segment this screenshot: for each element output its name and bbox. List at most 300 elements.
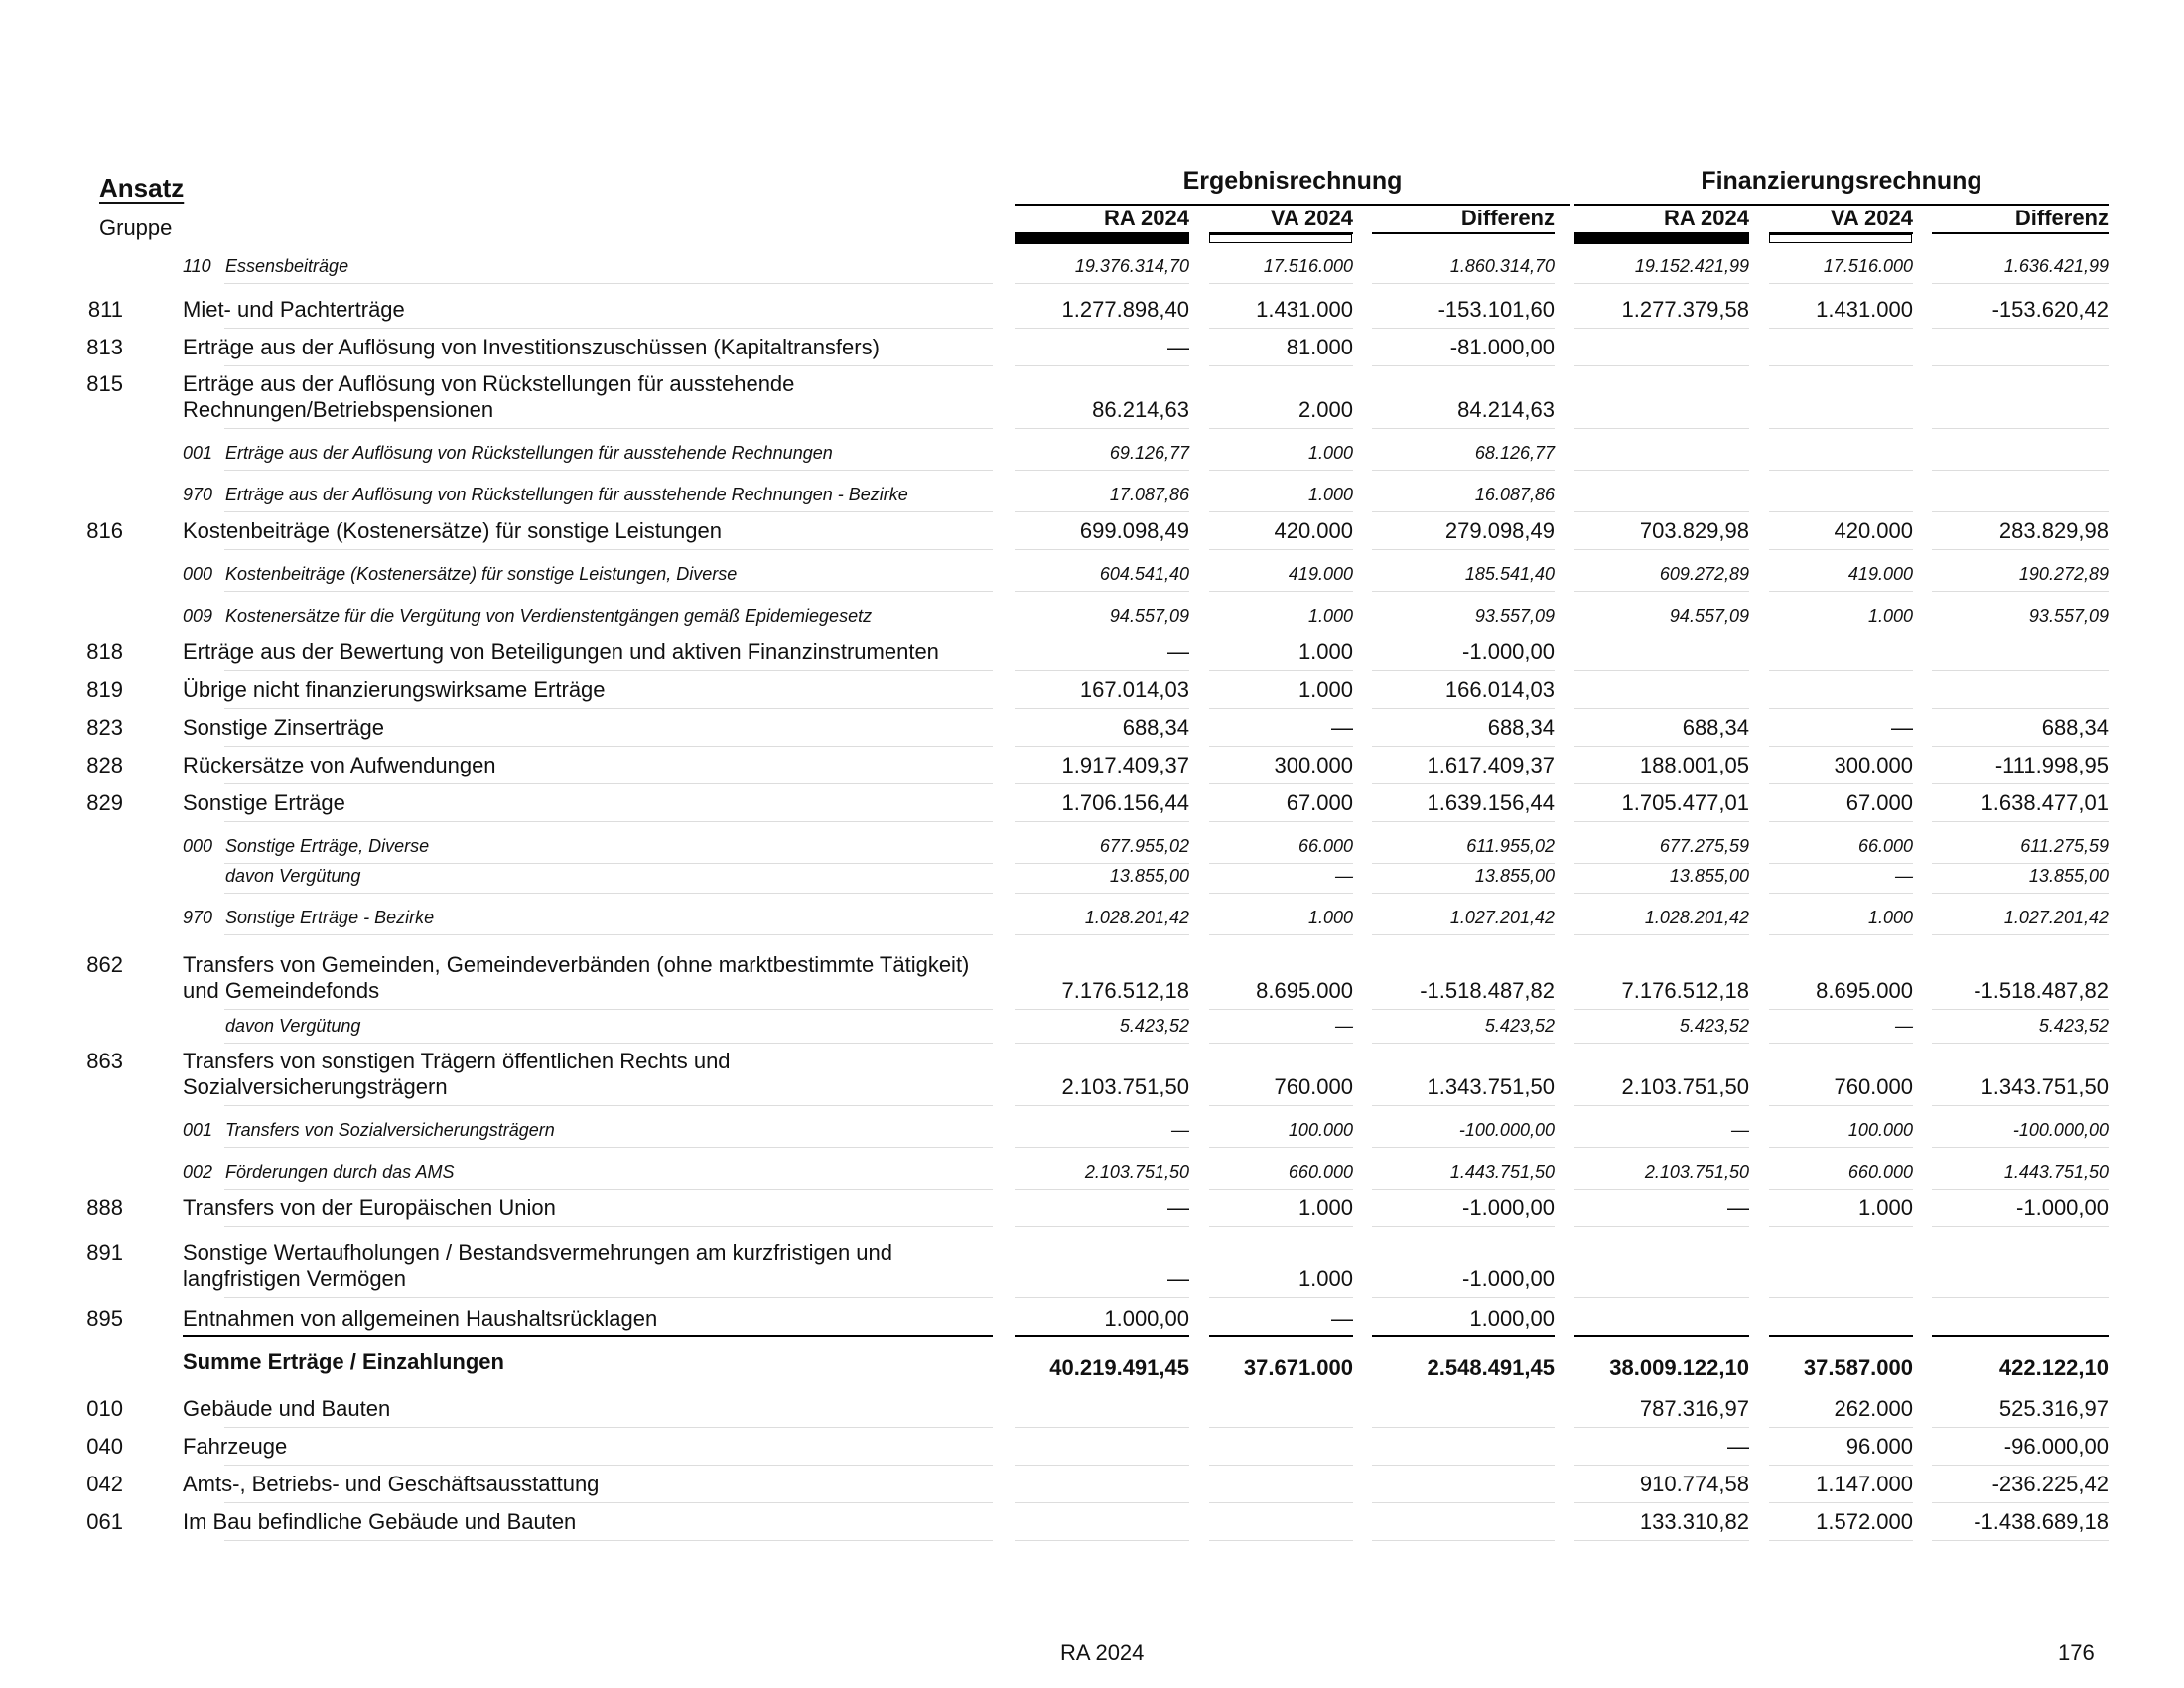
row-separator (224, 365, 993, 366)
row-separator (224, 1189, 993, 1190)
cell-value: 525.316,97 (1998, 1396, 2109, 1421)
cell-value: 1.000,00 (1104, 1306, 1189, 1331)
cell-value: — (1331, 715, 1353, 740)
cell-value: — (1895, 1016, 1913, 1036)
cell-separator (1372, 746, 1555, 747)
row-label: und Gemeindefonds (183, 978, 380, 1003)
row-separator (224, 511, 993, 512)
cell-separator (1209, 365, 1353, 366)
cell-separator (1574, 328, 1749, 329)
row-code: 000 (183, 564, 213, 584)
cell-value: 1.000 (1297, 1196, 1353, 1220)
cell-separator (1574, 670, 1749, 671)
cell-value: 7.176.512,18 (1061, 978, 1189, 1003)
cell-value: -1.000,00 (1462, 639, 1555, 664)
row-separator (224, 328, 993, 329)
cell-separator (1574, 1427, 1749, 1428)
cell-separator (1932, 1043, 2109, 1044)
cell-separator (1015, 1465, 1189, 1466)
cell-separator (1769, 893, 1913, 894)
cell-separator (1372, 783, 1555, 784)
cell-separator (1574, 1502, 1749, 1503)
row-separator (224, 1427, 993, 1428)
cell-separator (1015, 1189, 1189, 1190)
row-code: 828 (86, 753, 123, 777)
cell-separator (1209, 893, 1353, 894)
row-label: Transfers von der Europäischen Union (183, 1196, 556, 1220)
row-label: Sozialversicherungsträgern (183, 1074, 448, 1099)
cell-separator (1769, 1502, 1913, 1503)
cell-value: 7.176.512,18 (1621, 978, 1749, 1003)
cell-value: 420.000 (1274, 518, 1353, 543)
cell-value: -236.225,42 (1991, 1472, 2109, 1496)
cell-separator (1209, 328, 1353, 329)
cell-value: 67.000 (1286, 790, 1353, 815)
cell-separator (1932, 1009, 2109, 1010)
row-label: Amts-, Betriebs- und Geschäftsausstattung (183, 1472, 600, 1496)
cell-value: 1.000,00 (1469, 1306, 1555, 1331)
cell-value: 2.103.751,50 (1644, 1162, 1749, 1182)
cell-separator (1209, 821, 1353, 822)
column-header-6: Differenz (2014, 206, 2109, 230)
row-label: Transfers von sonstigen Trägern öffentlichen Rechts und (183, 1049, 731, 1073)
cell-value: 86.214,63 (1092, 397, 1189, 422)
cell-separator (1769, 328, 1913, 329)
cell-value: — (1167, 335, 1189, 359)
cell-value: 677.955,02 (1099, 836, 1189, 856)
row-label: Erträge aus der Auflösung von Rückstellungen für ausstehende Rechnungen (225, 443, 833, 463)
cell-separator (1574, 1147, 1749, 1148)
ergebnisrechnung-heading: Ergebnisrechnung (1182, 167, 1403, 195)
cell-separator (1574, 1043, 1749, 1044)
cell-separator (1574, 1189, 1749, 1190)
cell-separator (1932, 1226, 2109, 1227)
cell-value: 66.000 (1857, 836, 1913, 856)
cell-separator (1372, 1502, 1555, 1503)
cell-value: -96.000,00 (2003, 1434, 2109, 1459)
cell-separator (1372, 1226, 1555, 1227)
cell-value: 1.027.201,42 (2003, 908, 2109, 927)
cell-separator (1932, 428, 2109, 429)
cell-value: 760.000 (1274, 1074, 1353, 1099)
cell-value: — (1895, 866, 1913, 886)
row-label: Miet- und Pachterträge (183, 297, 405, 322)
cell-separator (1209, 1540, 1353, 1541)
cell-separator (1932, 1189, 2109, 1190)
cell-separator (1015, 934, 1189, 935)
cell-value: 1.431.000 (1256, 297, 1353, 322)
cell-separator (1372, 863, 1555, 864)
cell-separator (1574, 591, 1749, 592)
cell-separator (1372, 549, 1555, 550)
cell-separator (1015, 365, 1189, 366)
cell-value: 1.343.751,50 (1427, 1074, 1555, 1099)
gruppe-heading: Gruppe (99, 215, 173, 240)
cell-value: 611.955,02 (1466, 836, 1555, 856)
cell-value: 688,34 (1487, 715, 1555, 740)
cell-value: 17.516.000 (1823, 256, 1913, 276)
cell-value: 1.917.409,37 (1061, 753, 1189, 777)
cell-value: — (1731, 1120, 1749, 1140)
cell-separator (1015, 1427, 1189, 1428)
cell-separator (1209, 1226, 1353, 1227)
cell-separator (1769, 283, 1913, 284)
cell-value: 1.000 (1297, 677, 1353, 702)
cell-value: -1.518.487,82 (1420, 978, 1555, 1003)
cell-separator (1015, 549, 1189, 550)
cell-separator (1574, 783, 1749, 784)
cell-value: — (1335, 1016, 1353, 1036)
cell-value: 37.671.000 (1243, 1355, 1353, 1380)
cell-value: — (1727, 1196, 1749, 1220)
cell-separator (1574, 708, 1749, 709)
cell-separator (1015, 591, 1189, 592)
row-label: Rückersätze von Aufwendungen (183, 753, 496, 777)
cell-separator (1574, 470, 1749, 471)
cell-value: 66.000 (1297, 836, 1353, 856)
actual-indicator-bar (1574, 234, 1749, 244)
row-code: 863 (86, 1049, 123, 1073)
cell-separator (1209, 1297, 1353, 1298)
cell-separator (1769, 591, 1913, 592)
cell-separator (1209, 283, 1353, 284)
row-code: 010 (86, 1396, 123, 1421)
column-header-rule (1932, 232, 2109, 234)
cell-separator (1372, 283, 1555, 284)
cell-separator (1769, 934, 1913, 935)
cell-value: 677.275,59 (1659, 836, 1749, 856)
ansatz-heading: Ansatz (99, 173, 185, 203)
cell-value: 166.014,03 (1444, 677, 1555, 702)
cell-value: 17.087,86 (1109, 485, 1189, 504)
cell-value: 13.855,00 (1669, 866, 1749, 886)
cell-value: 1.000 (1307, 908, 1353, 927)
column-header-3: Differenz (1460, 206, 1555, 230)
total-rule (1932, 1335, 2109, 1337)
cell-separator (1015, 708, 1189, 709)
cell-separator (1932, 549, 2109, 550)
cell-separator (1932, 283, 2109, 284)
cell-value: 703.829,98 (1639, 518, 1749, 543)
cell-value: 611.275,59 (2020, 836, 2109, 856)
total-rule (183, 1335, 993, 1337)
cell-separator (1209, 1465, 1353, 1466)
cell-separator (1015, 1226, 1189, 1227)
cell-separator (1015, 893, 1189, 894)
cell-separator (1932, 746, 2109, 747)
cell-separator (1574, 893, 1749, 894)
cell-separator (1015, 470, 1189, 471)
cell-value: 188.001,05 (1639, 753, 1749, 777)
cell-separator (1372, 1189, 1555, 1190)
cell-value: 1.000 (1867, 606, 1913, 626)
cell-value: 699.098,49 (1079, 518, 1189, 543)
budget-indicator-bar (1209, 234, 1352, 243)
row-separator (224, 1043, 993, 1044)
cell-value: 37.587.000 (1803, 1355, 1913, 1380)
cell-value: 5.423,52 (1484, 1016, 1555, 1036)
cell-value: — (1171, 1120, 1189, 1140)
cell-separator (1932, 863, 2109, 864)
row-label: Sonstige Erträge (183, 790, 345, 815)
row-separator (224, 1105, 993, 1106)
row-label: Erträge aus der Bewertung von Beteiligungen und aktiven Finanzinstrumenten (183, 639, 939, 664)
row-separator (224, 428, 993, 429)
cell-separator (1372, 821, 1555, 822)
column-header-1: RA 2024 (1103, 206, 1189, 230)
cell-separator (1209, 1105, 1353, 1106)
cell-separator (1769, 1540, 1913, 1541)
total-rule (1769, 1335, 1913, 1337)
row-label: Sonstige Zinserträge (183, 715, 384, 740)
cell-separator (1209, 934, 1353, 935)
row-code: 970 (183, 908, 213, 927)
column-header-4: RA 2024 (1663, 206, 1749, 230)
cell-separator (1574, 863, 1749, 864)
cell-separator (1372, 1540, 1555, 1541)
cell-separator (1209, 549, 1353, 550)
cell-separator (1209, 783, 1353, 784)
cell-separator (1932, 1105, 2109, 1106)
column-header-5: VA 2024 (1830, 206, 1913, 230)
cell-separator (1015, 1502, 1189, 1503)
cell-value: 279.098,49 (1444, 518, 1555, 543)
cell-separator (1932, 328, 2109, 329)
cell-separator (1769, 549, 1913, 550)
cell-separator (1769, 783, 1913, 784)
cell-value: -153.620,42 (1991, 297, 2109, 322)
column-header-2: VA 2024 (1270, 206, 1353, 230)
cell-value: 19.376.314,70 (1074, 256, 1189, 276)
cell-value: — (1335, 866, 1353, 886)
cell-value: 8.695.000 (1816, 978, 1913, 1003)
cell-separator (1932, 934, 2109, 935)
cell-separator (1372, 591, 1555, 592)
cell-separator (1209, 1043, 1353, 1044)
cell-separator (1574, 1226, 1749, 1227)
row-code: 819 (86, 677, 123, 702)
cell-separator (1769, 1147, 1913, 1148)
row-code: 061 (86, 1509, 123, 1534)
cell-separator (1769, 470, 1913, 471)
cell-separator (1574, 283, 1749, 284)
cell-separator (1932, 470, 2109, 471)
cell-value: 1.000 (1857, 1196, 1913, 1220)
cell-value: 604.541,40 (1099, 564, 1189, 584)
cell-separator (1015, 1147, 1189, 1148)
cell-value: 38.009.122,10 (1609, 1355, 1749, 1380)
cell-value: 13.855,00 (1474, 866, 1555, 886)
cell-value: 1.706.156,44 (1061, 790, 1189, 815)
cell-value: 1.000 (1307, 485, 1353, 504)
row-label: Transfers von Gemeinden, Gemeindeverbänden (ohne marktbestimmte Tätigkeit) (183, 952, 970, 977)
cell-separator (1372, 428, 1555, 429)
cell-value: 100.000 (1847, 1120, 1913, 1140)
cell-separator (1932, 821, 2109, 822)
cell-value: 19.152.421,99 (1634, 256, 1749, 276)
cell-separator (1769, 1427, 1913, 1428)
row-label: Essensbeiträge (225, 256, 349, 276)
row-label: Erträge aus der Auflösung von Investitionszuschüssen (Kapitaltransfers) (183, 335, 880, 359)
row-label: Kostenbeiträge (Kostenersätze) für sonstige Leistungen (183, 518, 722, 543)
cell-value: 5.423,52 (1119, 1016, 1189, 1036)
cell-separator (1015, 746, 1189, 747)
cell-value: 910.774,58 (1639, 1472, 1749, 1496)
row-code: 829 (86, 790, 123, 815)
cell-separator (1769, 746, 1913, 747)
cell-value: 68.126,77 (1474, 443, 1555, 463)
cell-value: 1.443.751,50 (2003, 1162, 2109, 1182)
cell-separator (1372, 670, 1555, 671)
cell-value: — (1331, 1306, 1353, 1331)
cell-separator (1769, 428, 1913, 429)
cell-separator (1574, 1297, 1749, 1298)
cell-value: 419.000 (1288, 564, 1353, 584)
cell-separator (1574, 511, 1749, 512)
cell-value: 8.695.000 (1256, 978, 1353, 1003)
cell-separator (1209, 470, 1353, 471)
cell-value: 94.557,09 (1669, 606, 1749, 626)
cell-separator (1372, 1465, 1555, 1466)
cell-separator (1209, 428, 1353, 429)
cell-separator (1209, 1009, 1353, 1010)
cell-value: 5.423,52 (2038, 1016, 2109, 1036)
cell-separator (1209, 746, 1353, 747)
row-separator (224, 1226, 993, 1227)
total-rule (1574, 1335, 1749, 1337)
cell-separator (1015, 328, 1189, 329)
cell-value: -81.000,00 (1449, 335, 1555, 359)
finanzierungsrechnung-heading: Finanzierungsrechnung (1701, 167, 1982, 195)
cell-value: 420.000 (1834, 518, 1913, 543)
cell-value: 167.014,03 (1079, 677, 1189, 702)
row-label: Kostenbeiträge (Kostenersätze) für sonstige Leistungen, Diverse (225, 564, 738, 584)
row-label: Rechnungen/Betriebspensionen (183, 397, 494, 422)
cell-value: 96.000 (1845, 1434, 1913, 1459)
cell-separator (1932, 1465, 2109, 1466)
cell-value: 81.000 (1286, 335, 1353, 359)
cell-value: 1.277.898,40 (1061, 297, 1189, 322)
cell-separator (1769, 1189, 1913, 1190)
cell-separator (1769, 821, 1913, 822)
cell-separator (1574, 428, 1749, 429)
cell-separator (1209, 1147, 1353, 1148)
cell-separator (1015, 1105, 1189, 1106)
cell-value: 94.557,09 (1109, 606, 1189, 626)
cell-separator (1574, 746, 1749, 747)
cell-separator (1015, 783, 1189, 784)
cell-value: -153.101,60 (1437, 297, 1555, 322)
cell-value: 1.000 (1307, 443, 1353, 463)
cell-separator (1574, 1105, 1749, 1106)
cell-value: 1.639.156,44 (1427, 790, 1555, 815)
cell-value: 133.310,82 (1639, 1509, 1749, 1534)
cell-separator (1932, 1297, 2109, 1298)
cell-separator (1015, 511, 1189, 512)
cell-separator (1015, 1297, 1189, 1298)
cell-separator (1372, 708, 1555, 709)
cell-separator (1015, 863, 1189, 864)
row-label: Transfers von Sozialversicherungsträgern (225, 1120, 555, 1140)
cell-value: -1.000,00 (1462, 1196, 1555, 1220)
cell-separator (1932, 1540, 2109, 1541)
cell-separator (1932, 1502, 2109, 1503)
cell-value: 5.423,52 (1679, 1016, 1749, 1036)
cell-value: — (1167, 1266, 1189, 1291)
cell-value: 1.147.000 (1816, 1472, 1913, 1496)
row-separator (224, 1465, 993, 1466)
cell-separator (1769, 365, 1913, 366)
cell-separator (1574, 1540, 1749, 1541)
row-code: 895 (86, 1306, 123, 1331)
cell-value: 93.557,09 (1474, 606, 1555, 626)
cell-separator (1769, 1226, 1913, 1227)
column-header-rule (1372, 232, 1555, 234)
cell-separator (1932, 365, 2109, 366)
row-separator (224, 1502, 993, 1503)
cell-separator (1372, 328, 1555, 329)
cell-value: 69.126,77 (1109, 443, 1189, 463)
cell-value: 262.000 (1834, 1396, 1913, 1421)
cell-separator (1574, 1465, 1749, 1466)
cell-separator (1209, 1427, 1353, 1428)
cell-value: 84.214,63 (1457, 397, 1555, 422)
page-number: 176 (2058, 1640, 2095, 1665)
cell-separator (1015, 1043, 1189, 1044)
row-code: 818 (86, 639, 123, 664)
cell-value: 1.027.201,42 (1449, 908, 1555, 927)
cell-value: 1.028.201,42 (1084, 908, 1189, 927)
row-code: 009 (183, 606, 213, 626)
cell-separator (1372, 934, 1555, 935)
row-separator (224, 934, 993, 935)
cell-separator (1372, 470, 1555, 471)
row-label: langfristigen Vermögen (183, 1266, 407, 1291)
cell-separator (1209, 511, 1353, 512)
row-label: Kostenersätze für die Vergütung von Verdienstentgängen gemäß Epidemiegesetz (225, 606, 873, 626)
cell-separator (1209, 708, 1353, 709)
cell-value: 787.316,97 (1639, 1396, 1749, 1421)
cell-value: 1.000 (1297, 639, 1353, 664)
cell-value: 17.516.000 (1263, 256, 1353, 276)
cell-value: 660.000 (1288, 1162, 1353, 1182)
cell-value: 1.572.000 (1816, 1509, 1913, 1534)
cell-value: 1.860.314,70 (1449, 256, 1555, 276)
budget-indicator-bar (1769, 234, 1912, 243)
cell-separator (1209, 1502, 1353, 1503)
actual-indicator-bar (1015, 234, 1189, 244)
row-code: 862 (86, 952, 123, 977)
cell-separator (1769, 511, 1913, 512)
cell-value: -1.000,00 (2016, 1196, 2109, 1220)
cell-separator (1372, 1043, 1555, 1044)
cell-value: 688,34 (2041, 715, 2109, 740)
row-separator (224, 591, 993, 592)
row-separator (224, 783, 993, 784)
cell-separator (1769, 670, 1913, 671)
row-separator (224, 821, 993, 822)
cell-value: 2.103.751,50 (1084, 1162, 1189, 1182)
cell-value: 688,34 (1682, 715, 1749, 740)
row-code: 001 (183, 443, 213, 463)
cell-value: 2.000 (1297, 397, 1353, 422)
cell-value: 2.548.491,45 (1427, 1355, 1555, 1380)
row-separator (224, 893, 993, 894)
row-code: 891 (86, 1240, 123, 1265)
cell-value: 1.431.000 (1816, 297, 1913, 322)
cell-value: 1.000 (1867, 908, 1913, 927)
cell-value: -100.000,00 (1458, 1120, 1555, 1140)
